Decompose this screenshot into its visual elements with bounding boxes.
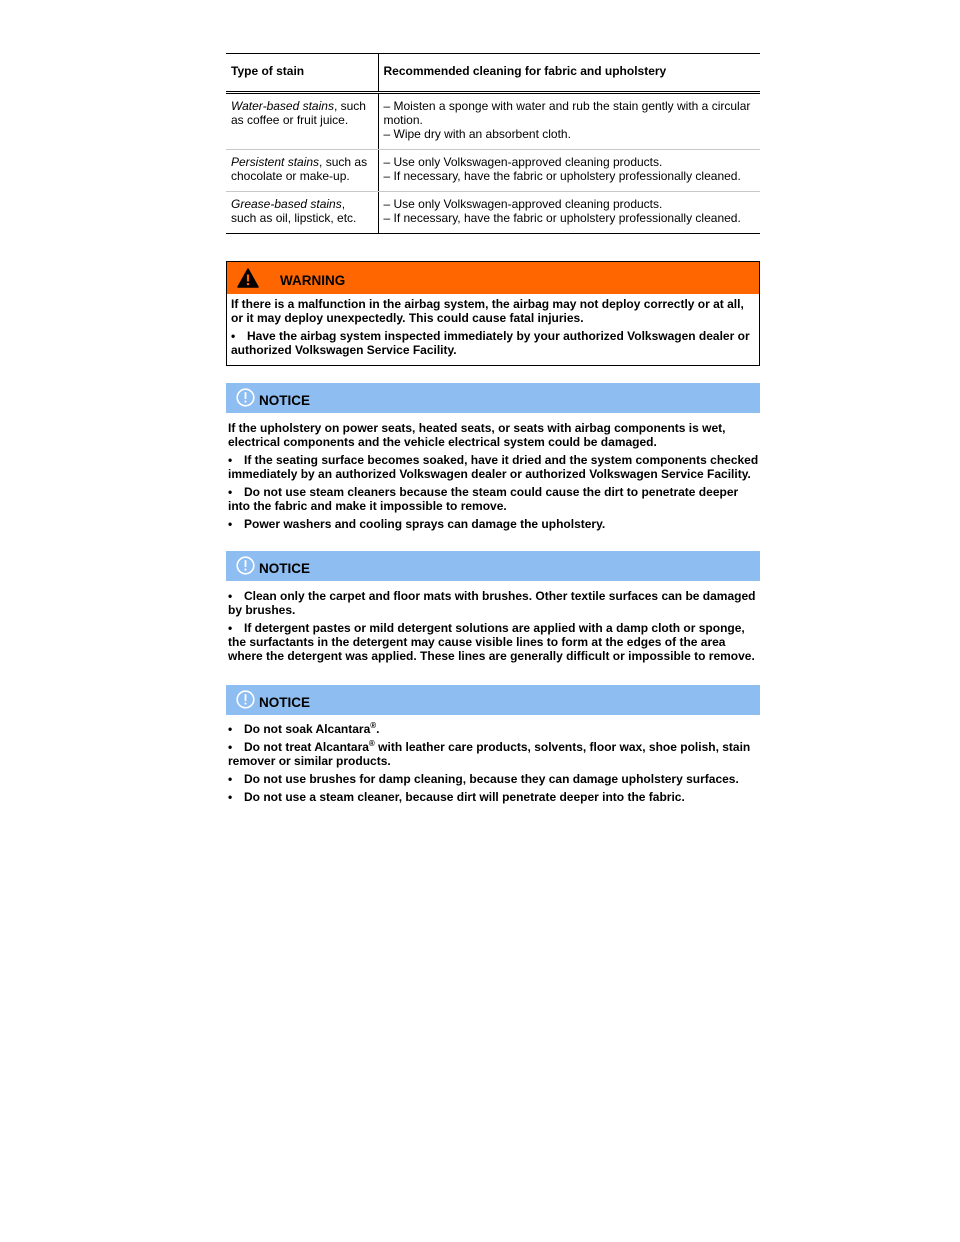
stain-type-name: Grease-based stains bbox=[231, 197, 342, 211]
notice-title: NOTICE bbox=[259, 393, 311, 408]
table-row bbox=[226, 192, 760, 234]
cleaning-cell bbox=[378, 93, 760, 150]
list-item: • Clean only the carpet and floor mats with brushes. Other textile surfaces can be damaged by brushes. bbox=[228, 589, 756, 617]
bullet-icon: • bbox=[228, 790, 233, 804]
column-header-stain-type: Type of stain bbox=[226, 54, 378, 93]
stain-type-examples: , such as oil, lipstick, etc. bbox=[231, 197, 357, 225]
stain-type-cell bbox=[226, 150, 378, 192]
notice-exclamation-icon bbox=[236, 690, 255, 709]
cleaning-step: – If necessary, have the fabric or upholstery professionally cleaned. bbox=[383, 169, 741, 183]
bullet-icon: • bbox=[231, 329, 236, 343]
bullet-icon: • bbox=[228, 589, 233, 603]
notice-header bbox=[226, 551, 760, 581]
list-item: • Have the airbag system inspected immediately by your authorized Volkswagen dealer or authorized Volkswagen Service Facility. bbox=[231, 329, 750, 357]
stain-cleaning-table bbox=[226, 53, 760, 234]
cleaning-cell bbox=[378, 192, 760, 234]
notice-header bbox=[226, 383, 760, 413]
warning-box bbox=[226, 261, 760, 366]
list-item: • Do not treat Alcantara® with leather care products, solvents, floor wax, shoe polish, stain remover or similar products. bbox=[228, 739, 751, 768]
stain-type-cell bbox=[226, 192, 378, 234]
table-header-row bbox=[226, 54, 760, 93]
cleaning-step: – If necessary, have the fabric or upholstery professionally cleaned. bbox=[383, 211, 741, 225]
cleaning-step: – Wipe dry with an absorbent cloth. bbox=[383, 127, 571, 141]
list-item: • Do not use a steam cleaner, because dirt will penetrate deeper into the fabric. bbox=[228, 790, 685, 804]
notice-body bbox=[228, 421, 760, 535]
column-header-recommended-cleaning: Recommended cleaning for fabric and upholstery bbox=[378, 54, 760, 93]
notice-title: NOTICE bbox=[259, 695, 311, 710]
table-row bbox=[226, 93, 760, 150]
notice-text: If the upholstery on power seats, heated seats, or seats with airbag components is wet, electrical components and the vehicle electrical system could be damaged. bbox=[228, 421, 726, 449]
notice-exclamation-icon bbox=[236, 556, 255, 575]
cleaning-step: – Use only Volkswagen-approved cleaning products. bbox=[383, 197, 663, 211]
bullet-icon: • bbox=[228, 722, 233, 736]
warning-header bbox=[227, 262, 759, 294]
warning-triangle-icon bbox=[237, 268, 259, 288]
stain-type-name: Water-based stains bbox=[231, 99, 334, 113]
list-item: • Do not soak Alcantara®. bbox=[228, 721, 380, 736]
bullet-icon: • bbox=[228, 621, 233, 635]
bullet-icon: • bbox=[228, 485, 233, 499]
bullet-icon: • bbox=[228, 453, 233, 467]
stain-type-examples: , such as chocolate or make-up. bbox=[231, 155, 368, 183]
warning-text: If there is a malfunction in the airbag system, the airbag may not deploy correctly or at all, or it may deploy unexpectedly. This could cause fatal injuries. bbox=[231, 297, 744, 325]
list-item: • Power washers and cooling sprays can damage the upholstery. bbox=[228, 517, 606, 531]
bullet-icon: • bbox=[228, 740, 233, 754]
notice-title: NOTICE bbox=[259, 561, 311, 576]
stain-type-name: Persistent stains bbox=[231, 155, 320, 169]
notice-header bbox=[226, 685, 760, 715]
warning-body bbox=[227, 294, 759, 365]
notice-exclamation-icon bbox=[236, 388, 255, 407]
list-item: • Do not use brushes for damp cleaning, because they can damage upholstery surfaces. bbox=[228, 772, 739, 786]
cleaning-cell bbox=[378, 150, 760, 192]
list-item: • Do not use steam cleaners because the steam could cause the dirt to penetrate deeper into the fabric and make it impossible to remove. bbox=[228, 485, 739, 513]
bullet-icon: • bbox=[228, 772, 233, 786]
warning-title: WARNING bbox=[280, 273, 346, 288]
stain-type-cell bbox=[226, 93, 378, 150]
notice-body bbox=[228, 722, 760, 808]
notice-body bbox=[228, 589, 760, 667]
table-row bbox=[226, 150, 760, 192]
registered-mark: ® bbox=[370, 721, 377, 730]
cleaning-step: – Use only Volkswagen-approved cleaning products. bbox=[383, 155, 663, 169]
bullet-icon: • bbox=[228, 517, 233, 531]
cleaning-step: – Moisten a sponge with water and rub the stain gently with a circular motion. bbox=[383, 99, 751, 127]
registered-mark: ® bbox=[368, 739, 375, 748]
list-item: • If the seating surface becomes soaked, have it dried and the system components checked immediately by an authorized Volkswagen dealer or authorized Volkswagen Service Facility. bbox=[228, 453, 759, 481]
list-item: • If detergent pastes or mild detergent solutions are applied with a damp cloth or sponge, the surfactants in the detergent may cause visible lines to form at the edges of the area where the detergent was applied. These lines are generally difficult or impossible to remove. bbox=[228, 621, 755, 663]
stain-type-examples: , such as coffee or fruit juice. bbox=[231, 99, 366, 127]
